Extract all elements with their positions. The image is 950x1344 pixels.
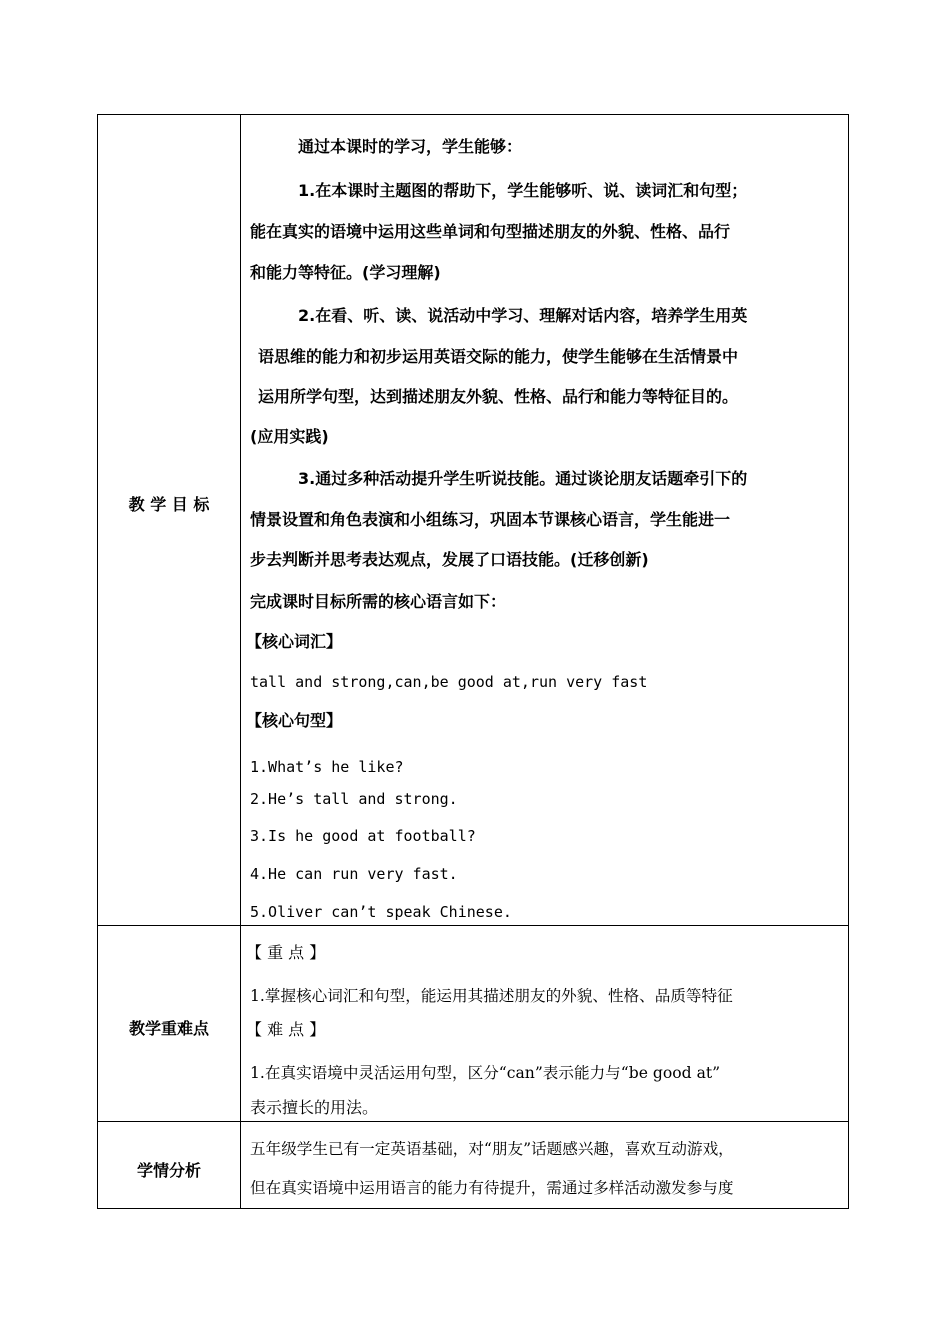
- goal-2-line: (应用实践): [250, 427, 329, 446]
- core-sentence: 5.Oliver can’t speak Chinese.: [250, 903, 512, 921]
- core-sentence: 3.Is he good at football?: [250, 827, 476, 845]
- core-language-intro: 完成课时目标所需的核心语言如下：: [250, 592, 507, 611]
- objectives-intro: 通过本课时的学习，学生能够：: [298, 137, 523, 156]
- focus-heading: 【 重 点 】: [246, 943, 326, 962]
- key-points-label: 教学重难点: [128, 1019, 209, 1038]
- goal-3-line: 3.通过多种活动提升学生听说技能。通过谈论朋友话题牵引下的: [298, 469, 748, 488]
- core-sentence: 1.What’s he like?: [250, 758, 404, 776]
- goal-3-line: 步去判断并思考表达观点，发展了口语技能。(迁移创新): [250, 550, 649, 569]
- goal-1-line: 1.在本课时主题图的帮助下，学生能够听、说、读词汇和句型；: [298, 181, 748, 200]
- analysis-line: 五年级学生已有一定英语基础，对“朋友”话题感兴趣，喜欢互动游戏，: [250, 1140, 734, 1158]
- analysis-label: 学情分析: [136, 1161, 201, 1180]
- core-sentence: 2.He’s tall and strong.: [250, 790, 458, 808]
- focus-item: 1.掌握核心词汇和句型，能运用其描述朋友的外貌、性格、品质等特征: [250, 987, 733, 1005]
- difficulty-line: 表示擅长的用法。: [250, 1098, 379, 1117]
- difficulty-heading: 【 难 点 】: [246, 1020, 326, 1039]
- difficulty-line: 1.在真实语境中灵活运用句型，区分“can”表示能力与“be good at”: [250, 1064, 721, 1082]
- goal-3-line: 情景设置和角色表演和小组练习，巩固本节课核心语言，学生能进一: [250, 510, 731, 529]
- goal-1-line: 能在真实的语境中运用这些单词和句型描述朋友的外貌、性格、品行: [250, 222, 731, 241]
- row-divider: [98, 925, 848, 926]
- column-divider: [240, 115, 241, 1208]
- goal-1-line: 和能力等特征。(学习理解): [250, 263, 441, 282]
- goal-2-line: 2.在看、听、读、说活动中学习、理解对话内容，培养学生用英: [298, 306, 748, 325]
- goal-2-line: 语思维的能力和初步运用英语交际的能力，使学生能够在生活情景中: [258, 347, 739, 366]
- core-sentence: 4.He can run very fast.: [250, 865, 458, 883]
- row-divider: [98, 1121, 848, 1122]
- core-sentence-heading: 【核心句型】: [246, 711, 343, 730]
- core-vocab-list: tall and strong,can,be good at,run very fast: [250, 673, 648, 691]
- objectives-label: 教 学 目 标: [128, 495, 210, 514]
- analysis-line: 但在真实语境中运用语言的能力有待提升，需通过多样活动激发参与度: [250, 1179, 734, 1197]
- lesson-plan-table: [97, 114, 849, 1209]
- core-vocab-heading: 【核心词汇】: [246, 632, 343, 651]
- goal-2-line: 运用所学句型，达到描述朋友外貌、性格、品行和能力等特征目的。: [258, 387, 739, 406]
